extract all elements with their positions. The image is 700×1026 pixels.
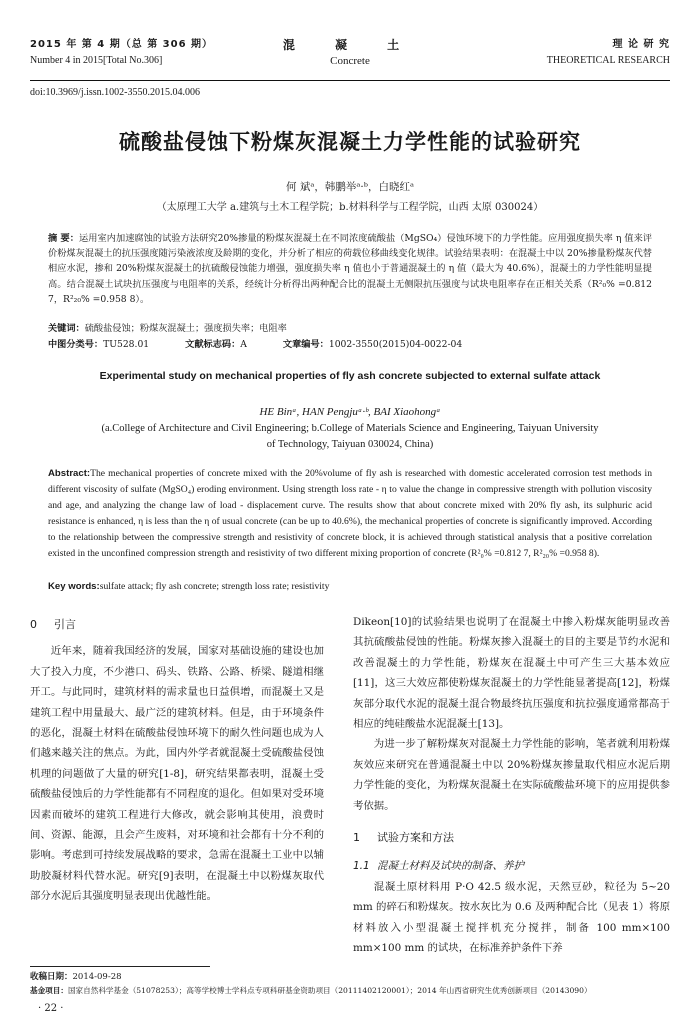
keywords-zh-label: 关键词： <box>48 323 85 334</box>
footnote-rule <box>30 966 210 967</box>
affiliation-en: (a.College of Architecture and Civil Engineering; b.College of Materials Science and Engineering, Taiyuan University of Technology, Taiyuan 030024, China) <box>101 423 599 450</box>
header-journal-en: Concrete <box>330 55 370 67</box>
header-section <box>547 38 670 68</box>
abstract-zh-label: 摘 要： <box>48 233 79 244</box>
title-en: Experimental study on mechanical properties of fly ash concrete subjected to external sulfate attack <box>99 370 601 382</box>
header-section-en: THEORETICAL RESEARCH <box>546 55 670 66</box>
header-issue-zh: 2015 年 第 4 期（总 第 306 期） <box>30 39 214 50</box>
body-column-left <box>30 611 324 907</box>
intro-paragraph-1: 近年来，随着我国经济的发展，国家对基础设施的建设也加大了投入力度，不少港口、码头、铁路、公路、桥梁、隧道相继开工。与此同时，建筑材料的需求量也日益俱增，而混凝土又是建筑工程中用量最大、最广泛的建筑材料。但是，由于环境条件的恶化，混凝土材料在硫酸盐侵蚀环境下的耐久性问题也成为人们越来越关注的焦点。为此，国内外学者就混凝土受硫酸盐侵蚀机理的问题做了大量的研究[1-8]，研究结果都表明，混凝土受硫酸盐侵蚀后的力学性能都有不同程度的退化。但如果对受环境因素而破坏的建筑工程进行大修改，就会影响其使用，浪费时间、资源、能源，且会产生废料，对环境和社会都有十分不利的影响。考虑到可持续发展战略的要求，急需在混凝土工业中以辅助胶凝材料代替水泥。研究[9]表明，在混凝土中以粉煤灰取代部分水泥后其强度明显表现出优越性能。 <box>30 645 324 903</box>
keywords-en-text: sulfate attack; fly ash concrete; strength loss rate; resistivity <box>99 581 330 592</box>
funding-label: 基金项目： <box>30 986 68 995</box>
title-zh: 硫酸盐侵蚀下粉煤灰混凝土力学性能的试验研究 <box>119 130 581 154</box>
section-1-number: 1 <box>353 831 360 845</box>
classification-zh <box>48 338 652 352</box>
doi: doi:10.3969/j.issn.1002-3550.2015.04.006 <box>30 87 201 98</box>
abstract-zh <box>48 231 652 307</box>
intro-paragraph-2: Dikeon[10]的试验结果也说明了在混凝土中掺入粉煤灰能明显改善其抗硫酸盐侵蚀的性能。粉煤灰掺入混凝土的目的主要是节约水泥和改善混凝土的力学性能，粉煤灰在混凝土中可产生三大基本效应[11]，这三大效应都使粉煤灰混凝土的力学性能显著提高[12]，粉煤灰部分取代水泥的混凝土混合物最终抗压强度和抗拉强度通常都高于相应的纯硅酸盐水泥混凝土[13]。 <box>353 616 670 731</box>
section-1-title: 试验方案和方法 <box>377 831 454 845</box>
doc-code-value: A <box>240 339 247 350</box>
abstract-en-label: Abstract: <box>48 468 91 479</box>
authors-en: HE Binᵃ, HAN Pengjuᵃ·ᵇ, BAI Xiaohongᵃ <box>259 406 441 418</box>
doc-code-label: 文献标志码： <box>185 339 241 350</box>
section-1-1-heading <box>353 856 670 876</box>
footnote-funding <box>30 985 670 996</box>
intro-paragraph-3: 为进一步了解粉煤灰对混凝土力学性能的影响，笔者就利用粉煤灰效应来研究在普通混凝土中以 20%粉煤灰掺量取代相应水泥后期力学性能的变化，为粉煤灰混凝土在实际硫酸盐环境下的应用提供参考依据。 <box>353 738 670 812</box>
running-header <box>30 38 670 78</box>
section-0-number: 0 <box>30 618 37 631</box>
authors-zh: 何 斌ᵃ，韩鹏举ᵃ·ᵇ，白晓红ᵃ <box>285 181 415 193</box>
clc-value: TU528.01 <box>103 339 150 350</box>
abstract-en-text: The mechanical properties of concrete mixed with the 20%volume of fly ash is researched with domestic accelerated corrosion test methods in different viscosity of sulfate (MgSO₄) eroding environment. Using strength loss rate - η to value the change in compressive strength with pollution viscosity and age, and analyzing the change law of load - displacement curve. The results show that about concrete mixed with 20% fly ash, its sulphuric acid resistance is enhanced, η is less than the η of usual concrete (can be up to 40.6%), the mechanical properties of concrete is significantly improved. According to the relationship between the compressive strength and resistivity of concrete block, it is achieved through statistical analysis that a positive correlation existed in the unconfined compression strength and resistivity of two different mixing proportion of concrete (R²₀% =0.812 7, R²₂₀% =0.958 8). <box>48 468 652 559</box>
abstract-zh-text: 运用室内加速腐蚀的试验方法研究20%掺量的粉煤灰混凝土在不同浓度硫酸盐（MgSO₄）侵蚀环境下的力学性能。应用强度损失率 η 值来评价粉煤灰混凝土的抗压强度随污染液浓度及龄期的变化，并分析了相应的荷载位移曲线变化规律。试验结果表明：在混凝土中以 20%掺量粉煤灰代替相应水泥，掺和 20%粉煤灰混凝土的抗硫酸侵蚀能力增强，强度损失率 η 值也小于普通混凝土的 η 值（最大为 40.6%），混凝土的力学性能明显提高。结合混凝土试块抗压强度与电阻率的关系，经统计分析得出两种配合比的混凝土无侧限抗压强度与试块电阻率存在正相关关系（R²₀% =0.812 7，R²₂₀% =0.958 8）。 <box>48 233 653 305</box>
page-number: · 22 · <box>38 1003 64 1014</box>
funding-value: 国家自然科学基金（51078253）；高等学校博士学科点专项科研基金资助项目（20111402120001）；2014 年山西省研究生优秀创新项目（20143090） <box>67 986 592 995</box>
article-id-value: 1002-3550(2015)04-0022-04 <box>328 339 463 350</box>
body-column-right <box>353 612 670 959</box>
keywords-zh-text: 硫酸盐侵蚀；粉煤灰混凝土；强度损失率；电阻率 <box>84 323 287 334</box>
received-value: 2014-09-28 <box>72 972 122 982</box>
header-issue-en: Number 4 in 2015[Total No.306] <box>30 55 163 66</box>
footnote-received <box>30 970 122 982</box>
header-section-zh: 理 论 研 究 <box>612 39 670 50</box>
section-1-heading <box>353 828 670 848</box>
keywords-en-label: Key words: <box>48 581 100 592</box>
keywords-zh <box>48 322 652 336</box>
article-id-label: 文章编号： <box>282 339 329 350</box>
header-journal-zh: 混 凝 土 <box>282 38 418 52</box>
section-1-1-paragraph: 混凝土原材料用 P·O 42.5 级水泥，天然豆砂，粒径为 5~20 mm 的碎石和粉煤灰。按水灰比为 0.6 及两种配合比（见表 1）将原材料放入小型混凝土搅拌机充分搅拌，制备 100 mm×100 mm×100 mm 的试块，在标准养护条件下养 <box>353 880 670 955</box>
section-0-title: 引言 <box>54 618 76 631</box>
abstract-en <box>48 466 652 562</box>
section-0-heading <box>30 615 324 635</box>
header-rule <box>30 80 670 81</box>
section-1-1-title: 混凝土材料及试块的制备、养护 <box>377 860 524 873</box>
keywords-en <box>48 580 652 594</box>
section-1-1-number: 1.1 <box>353 860 370 873</box>
received-label: 收稿日期： <box>30 972 73 982</box>
clc-label: 中图分类号： <box>48 339 104 350</box>
affiliation-zh: （太原理工大学 a.建筑与土木工程学院；b.材料科学与工程学院，山西 太原 030024） <box>156 202 544 213</box>
